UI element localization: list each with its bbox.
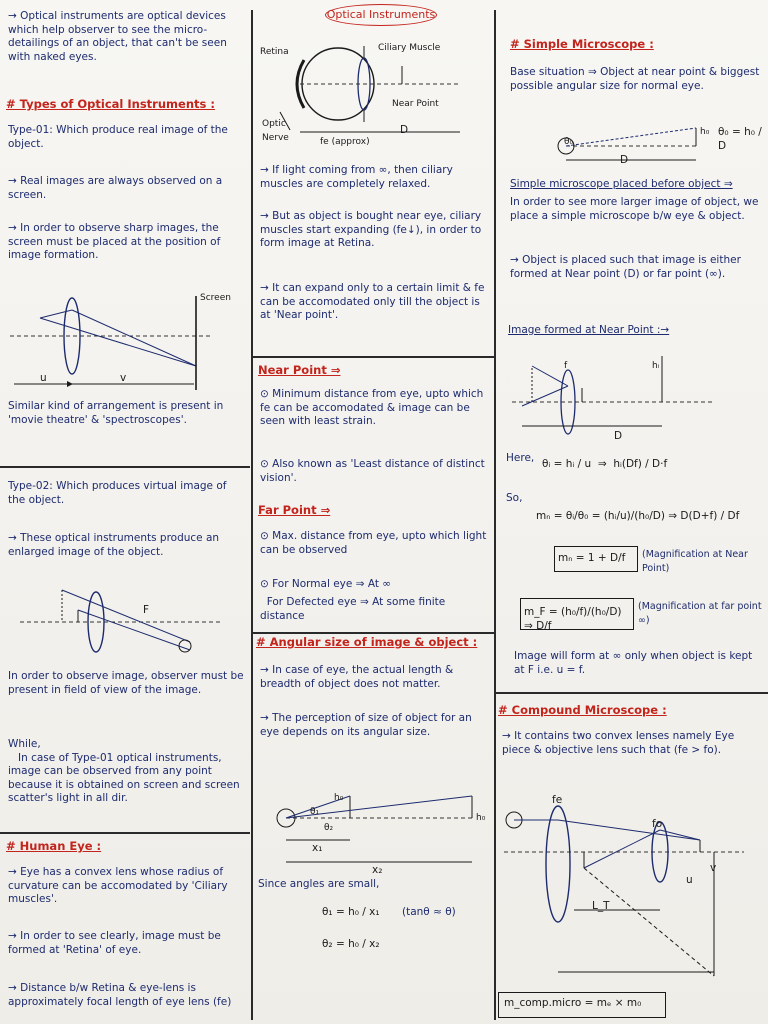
ciliary-expand-text: → But as object is bought near eye, ciliary muscles start expanding (fe↓), in order to form image at Retina. <box>260 210 485 249</box>
here-label: Here, <box>506 452 535 464</box>
lt-label: L_T <box>592 900 610 912</box>
simple-microscope-heading: # Simple Microscope : <box>510 37 654 51</box>
similar-text: Similar kind of arrangement is present in 'movie theatre' & 'spectroscopes'. <box>8 400 227 426</box>
d-label: D <box>620 154 629 166</box>
angular-text-1: → In case of eye, the actual length & breadth of object does not matter. <box>260 664 457 690</box>
fo-label: fo <box>652 818 663 830</box>
theta0-label: θ₀ <box>564 137 574 147</box>
divider <box>252 356 494 358</box>
mn-derivation: mₙ = θᵢ/θ₀ = (hᵢ/u)/(h₀/D) ⇒ D(D+f) / Df <box>536 510 740 522</box>
placed-before-heading: Simple microscope placed before object ⇒ <box>510 178 733 190</box>
compound-microscope-diagram <box>504 800 762 986</box>
human-eye-heading: # Human Eye : <box>6 839 102 853</box>
sharp-images-text: → In order to observe sharp images, the screen must be placed at the position of image formation. <box>8 222 224 261</box>
eye-text-1: → Eye has a convex lens whose radius of curvature can be accomodated by 'Ciliary muscles'. <box>8 866 231 905</box>
optic-nerve-label: Optic Nerve <box>262 119 289 143</box>
d-label: D <box>400 124 409 136</box>
type2-text: Type-02: Which produces virtual image of the object. <box>8 480 230 506</box>
angular-size-heading: # Angular size of image & object : <box>256 635 478 649</box>
types-heading: # Types of Optical Instruments : <box>6 97 215 111</box>
theta0-equation: θ₀ = h₀ / D <box>718 126 766 152</box>
intro-text: → Optical instruments are optical devices which help observer to see the micro-detailings of an object, that can't be seen with naked eyes. <box>8 10 231 63</box>
eye-text-3: → Distance b/w Retina & eye-lens is approximately focal length of eye lens (fe) <box>8 982 232 1008</box>
theta2-label: θ₂ <box>324 823 334 833</box>
h0-label: h₀ <box>700 127 710 137</box>
far-point-text-3: For Defected eye ⇒ At some finite distance <box>260 596 449 622</box>
v-label: v <box>710 862 717 874</box>
small-angle-text: Since angles are small, <box>258 878 380 890</box>
column-middle <box>252 0 494 1024</box>
real-images-text: → Real images are always observed on a screen. <box>8 175 226 201</box>
near-point-heading: Near Point ⇒ <box>258 363 341 377</box>
far-point-text-1: ⊙ Max. distance from eye, upto which light can be observed <box>260 530 490 556</box>
image-near-point-heading: Image formed at Near Point :→ <box>508 324 670 336</box>
hi-label: hᵢ <box>652 361 660 371</box>
mf-formula: m_F = (h₀/f)/(h₀/D) ⇒ D/f <box>524 606 625 632</box>
compound-microscope-heading: # Compound Microscope : <box>498 703 667 717</box>
f-label: F <box>143 604 150 616</box>
column-right <box>496 0 768 1024</box>
divider <box>496 692 768 694</box>
mn-formula: mₙ = 1 + D/f <box>558 552 626 564</box>
divider <box>0 466 250 468</box>
fe-approx-label: fe (approx) <box>320 137 370 147</box>
theta1-label: θ₁ <box>310 807 320 817</box>
near-point-text-1: ⊙ Minimum distance from eye, upto which fe can be accomodated & image can be seen with least strain. <box>260 388 487 427</box>
f-label: f <box>564 361 568 371</box>
compound-formula: m_comp.micro = mₑ × m₀ <box>504 997 642 1009</box>
x2-label: x₂ <box>372 864 383 876</box>
enlarged-text: → These optical instruments produce an enlarged image of the object. <box>8 532 223 558</box>
type1-text: Type-01: Which produce real image of the object. <box>8 124 232 150</box>
mn-note: (Magnification at Near Point) <box>642 549 751 574</box>
base-situation-text: Base situation ⇒ Object at near point & biggest possible angular size for normal eye. <box>510 66 763 92</box>
tan-approx: (tanθ ≈ θ) <box>402 906 456 918</box>
ciliary-relaxed-text: → If light coming from ∞, then ciliary muscles are completely relaxed. <box>260 164 457 190</box>
x1-label: x₁ <box>312 842 323 854</box>
field-of-view-text: In order to observe image, observer must be present in field of view of the image. <box>8 670 247 696</box>
infinity-note: Image will form at ∞ only when object is kept at F i.e. u = f. <box>514 650 756 676</box>
h0-label-2: h₀ <box>476 813 486 823</box>
u-label: u <box>40 372 47 384</box>
v-label: v <box>120 372 127 384</box>
compound-text: → It contains two convex lenses namely Eye piece & objective lens such that (fe > fo). <box>502 730 738 756</box>
retina-label: Retina <box>260 47 289 57</box>
divider <box>0 832 250 834</box>
near-limit-text: → It can expand only to a certain limit & fe can be accomodated only till the object is at 'Near point'. <box>260 282 488 321</box>
theta2-equation: θ₂ = h₀ / x₂ <box>322 938 380 950</box>
mf-note: (Magnification at far point ∞) <box>638 601 765 626</box>
ciliary-label: Ciliary Muscle <box>378 43 441 53</box>
placed-before-text: In order to see more larger image of object, we place a simple microscope b/w eye & object. <box>510 196 762 222</box>
thetai-equation: θᵢ = hᵢ / u ⇒ hᵢ(Df) / D·f <box>542 458 668 470</box>
near-point-label: Near Point <box>392 99 439 109</box>
column-left <box>0 0 250 1024</box>
far-point-text-2: ⊙ For Normal eye ⇒ At ∞ <box>260 578 392 590</box>
base-situation-diagram <box>556 120 716 166</box>
while-text: While, In case of Type-01 optical instruments, image can be observed from any point because it is obtained on screen and screen scatter's light in all dir. <box>8 738 240 804</box>
d-label: D <box>614 430 623 442</box>
virtual-image-diagram <box>20 580 230 660</box>
near-point-text-2: ⊙ Also known as 'Least distance of distinct vision'. <box>260 458 489 484</box>
theta1-equation: θ₁ = h₀ / x₁ <box>322 906 380 918</box>
h0-label-1: h₀ <box>334 793 344 803</box>
image-either-text: → Object is placed such that image is either formed at Near point (D) or far point (∞). <box>510 254 745 280</box>
far-point-heading: Far Point ⇒ <box>258 503 331 517</box>
eye-text-2: → In order to see clearly, image must be formed at 'Retina' of eye. <box>8 930 225 956</box>
angular-size-diagram <box>272 790 487 870</box>
u-label: u <box>686 874 693 886</box>
screen-label: Screen <box>200 293 231 303</box>
so-label: So, <box>506 492 523 504</box>
divider <box>252 632 494 634</box>
angular-text-2: → The perception of size of object for an eye depends on its angular size. <box>260 712 476 738</box>
near-point-diagram <box>512 346 762 450</box>
page-title: Optical Instruments <box>325 4 437 26</box>
fe-label: fe <box>552 794 563 806</box>
